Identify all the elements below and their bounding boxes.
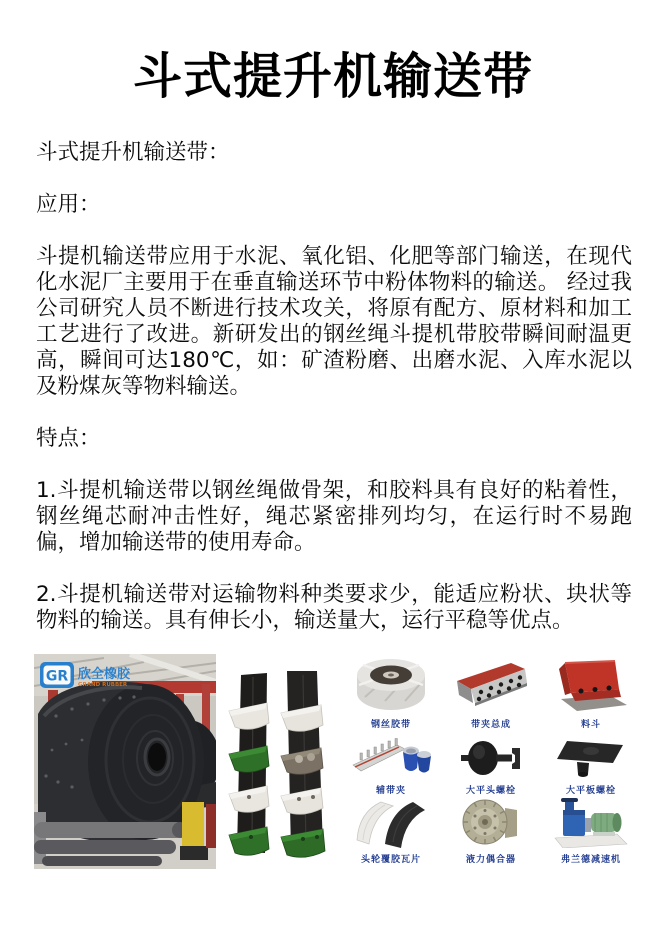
intro-heading: 斗式提升机输送带： bbox=[36, 139, 230, 165]
product-item-belt-clamp-assembly bbox=[441, 655, 541, 730]
flender-reducer-thumbnail bbox=[551, 796, 631, 848]
elevator-buckets-illustration bbox=[227, 667, 339, 863]
belt-clip-thumbnail bbox=[351, 737, 431, 779]
grid-row-3 bbox=[341, 796, 641, 865]
product-label: 头轮覆胶瓦片 bbox=[360, 855, 421, 865]
product-item-flat-head-bolt bbox=[441, 735, 541, 796]
product-label: 大平板螺栓 bbox=[565, 786, 616, 796]
steel-cord-belt-thumbnail bbox=[351, 655, 431, 713]
product-item-belt-clip bbox=[341, 735, 441, 796]
logo-monogram: GR bbox=[45, 668, 69, 685]
product-label: 辅带夹 bbox=[375, 786, 406, 796]
product-item-hopper bbox=[541, 655, 641, 730]
pulley-lagging-tile-thumbnail bbox=[351, 796, 431, 848]
feature-1-paragraph: 1.斗提机输送带以钢丝绳做骨架，和胶料具有良好的粘着性，钢丝绳芯耐冲击性好，绳芯紧密排列均匀，在运行时不易跑偏，增加输送带的使用寿命。 bbox=[36, 477, 632, 555]
grid-row-2 bbox=[341, 735, 641, 796]
product-label: 弗兰德减速机 bbox=[560, 855, 621, 865]
article-body bbox=[36, 140, 632, 634]
product-label: 液力偶合器 bbox=[465, 855, 516, 865]
feature-2-paragraph: 2.斗提机输送带对运输物料种类要求少，能适应粉状、块状等物料的输送。具有伸长小，输送量大，运行平稳等优点。 bbox=[36, 581, 632, 633]
application-paragraph: 斗提机输送带应用于水泥、氧化铝、化肥等部门输送，在现代化水泥厂主要用于在垂直输送环节中粉体物料的输送。 经过我公司研究人员不断进行技术攻关，将原有配方、原材料和加工工艺进行了改进。新研发出的钢丝绳斗提机带胶带瞬间耐温更高，瞬间可达180℃，如：矿渣粉磨、出磨水泥、入库水泥以及粉煤灰等物料输送。 bbox=[36, 243, 632, 399]
elevator-buckets-photo bbox=[227, 667, 339, 863]
flat-plate-bolt-thumbnail bbox=[551, 737, 631, 779]
product-item-flender-reducer bbox=[541, 796, 641, 865]
belt-roll-factory-photo bbox=[34, 654, 216, 869]
page-title: 斗式提升机输送带 bbox=[132, 47, 533, 105]
logo-company-en: GRAND RUBBER bbox=[78, 682, 128, 688]
belt-roll-illustration bbox=[34, 654, 216, 869]
product-label: 大平头螺栓 bbox=[465, 786, 516, 796]
product-label: 带夹总成 bbox=[470, 720, 511, 730]
grid-row-1 bbox=[341, 655, 641, 730]
features-heading: 特点： bbox=[36, 425, 101, 451]
product-item-flat-plate-bolt bbox=[541, 735, 641, 796]
product-label: 钢丝胶带 bbox=[370, 720, 411, 730]
logo-company-cn: 欣全橡胶 bbox=[78, 667, 131, 682]
product-item-steel-cord-belt bbox=[341, 655, 441, 730]
product-thumbnail-grid bbox=[341, 655, 663, 870]
product-item-pulley-lagging-tile bbox=[341, 796, 441, 865]
flat-head-bolt-thumbnail bbox=[451, 737, 531, 779]
hopper-thumbnail bbox=[551, 655, 631, 713]
fluid-coupling-thumbnail bbox=[451, 796, 531, 848]
application-heading: 应用： bbox=[36, 191, 101, 217]
belt-clamp-assembly-thumbnail bbox=[451, 655, 531, 713]
product-label: 料斗 bbox=[580, 720, 601, 730]
product-item-fluid-coupling bbox=[441, 796, 541, 865]
